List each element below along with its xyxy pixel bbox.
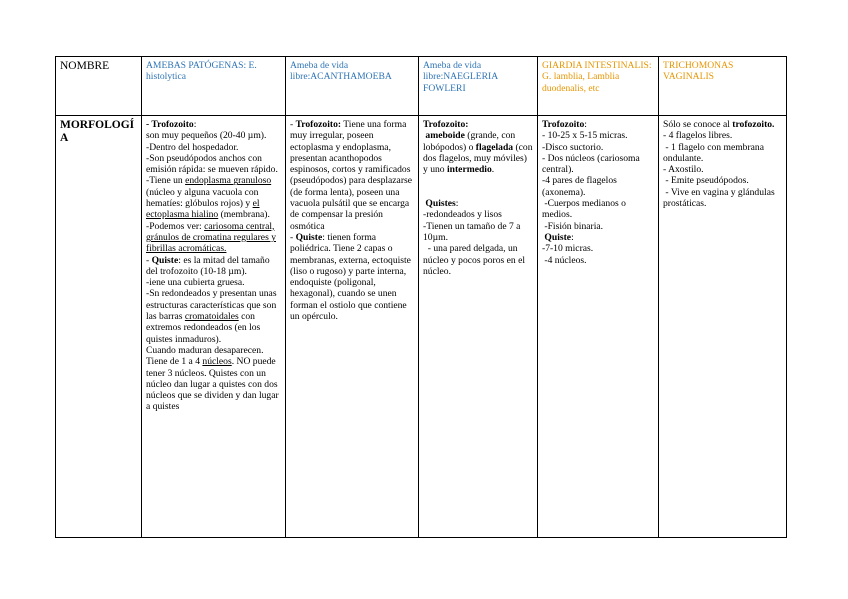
header-amebas-patogenas: AMEBAS PATÓGENAS: E. histolytica bbox=[142, 57, 286, 116]
header-row bbox=[56, 57, 787, 116]
cell-giardia-morfologia: Trofozoito: - 10-25 x 5-15 micras. -Disco suctorio. - Dos núcleos (cariosoma central). -4 pares de flagelos (axonema). -Cuerpos medianos o medios. -Fisión binaria. Quiste: -7-10 micras. -4 núcleos. bbox=[538, 116, 659, 538]
header-trichomonas: TRICHOMONAS VAGINALIS bbox=[659, 57, 787, 116]
cell-trichomonas-morfologia: Sólo se conoce al trofozoito. - 4 flagelos libres. - 1 flagelo con membrana ondulante. - Axostilo. - Emite pseudópodos. - Vive en vagina y glándulas prostáticas. bbox=[659, 116, 787, 538]
morfologia-row bbox=[56, 116, 787, 538]
header-giardia: GIARDIA INTESTINALIS: G. lamblia, Lamblia duodenalis, etc bbox=[538, 57, 659, 116]
header-acanthamoeba: Ameba de vida libre:ACANTHAMOEBA bbox=[286, 57, 419, 116]
header-naegleria: Ameba de vida libre:NAEGLERIA FOWLERI bbox=[419, 57, 538, 116]
cell-acanthamoeba-morfologia: - Trofozoito: Tiene una forma muy irregular, poseen ectoplasma y endoplasma, presentan acanthopodos espinosos, cortos y ramificados (pseudópodos) para desplazarse (de forma lenta), poseen una vacuola pulsátil que se encarga de compensar la presión osmótica - Quiste: tienen forma poliédrica. Tiene 2 capas o membranas, externa, ectoquiste (liso o rugoso) y parte interna, endoquiste (poligonal, hexagonal), cuando se unen forman el ostiolo que contiene un opérculo. bbox=[286, 116, 419, 538]
cell-naegleria-morfologia: Trofozoito: ameboide (grande, con lobópodos) o flagelada (con dos flagelos, muy móviles) y uno intermedio. Quistes: -redondeados y lisos -Tienen un tamaño de 7 a 10µm. - una pared delgada, un núcleo y pocos poros en el núcleo. bbox=[419, 116, 538, 538]
row-label-morfologia: MORFOLOGÍA bbox=[56, 116, 142, 538]
comparison-table bbox=[55, 56, 787, 538]
cell-ameba-morfologia: - Trofozoito: son muy pequeños (20-40 µm). -Dentro del hospedador. -Son pseudópodos anchos con emisión rápida: se mueven rápido. -Tiene un endoplasma granuloso (núcleo y alguna vacuola con hematíes: glóbulos rojos) y el ectoplasma hialino (membrana). -Podemos ver: cariosoma central, gránulos de cromatina regulares y fibrillas acromáticas. - Quiste: es la mitad del tamaño del trofozoito (10-18 µm). -iene una cubierta gruesa. -Sn redondeados y presentan unas estructuras características que son las barras cromatoidales con extremos redondeados (en los quistes inmaduros). Cuando maduran desaparecen. Tiene de 1 a 4 núcleos. NO puede tener 3 núcleos. Quistes con un núcleo dan lugar a quistes con dos núcleos que se dividen y dan lugar a quistes bbox=[142, 116, 286, 538]
header-nombre: NOMBRE bbox=[56, 57, 142, 116]
